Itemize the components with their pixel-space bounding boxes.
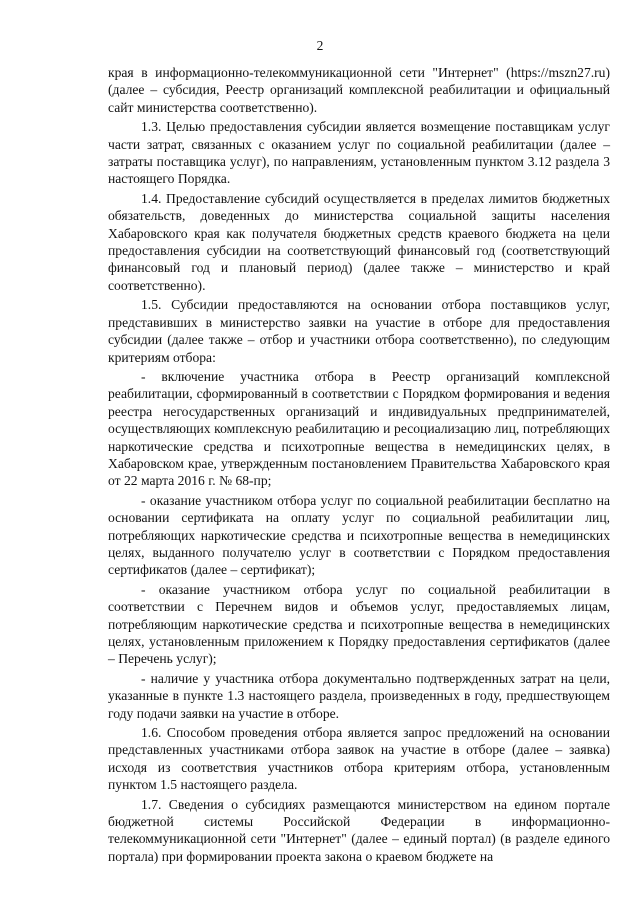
criterion-certificate: - оказание участником отбора услуг по социальной реабилитации бесплатно на основании сертификата на оплату услуг по социальной реабилитации лиц, потребляющих наркотические средства и психотропные вещества в немедицинских целях, выданного получателю услуг в соответствии с Порядком предоставления сертификатов (далее – сертификат); <box>108 492 610 578</box>
paragraph-1-3: 1.3. Целью предоставления субсидии является возмещение поставщикам услуг части затрат, связанных с оказанием услуг по социальной реабилитации (далее – затраты поставщика услуг), по направлениям, установленным пунктом 3.12 раздела 3 настоящего Порядка. <box>108 119 610 187</box>
paragraph-intro-continuation: края в информационно-телекоммуникационной сети "Интернет" (https://mszn27.ru) (далее – субсидия, Реестр организаций комплексной реабилитации и официальный сайт министерства соответственно). <box>108 65 610 115</box>
paragraph-1-6: 1.6. Способом проведения отбора является запрос предложений на основании представленных участниками отбора заявок на участие в отборе (далее – заявка) исходя из соответствия участников отбора критериям отбора, установленным пунктом 1.5 настоящего раздела. <box>108 725 610 793</box>
criterion-services-list: - оказание участником отбора услуг по социальной реабилитации в соответствии с Перечнем видов и объемов услуг, предоставляемых лицам, потребляющим наркотические средства и психотропные вещества в немедицинских целях, установленным приложением к Порядку предоставления сертификатов (далее – Перечень услуг); <box>108 581 610 667</box>
paragraph-1-4: 1.4. Предоставление субсидий осуществляется в пределах лимитов бюджетных обязательств, доведенных до министерства социальной защиты населения Хабаровского края как получателя бюджетных средств краевого бюджета на цели предоставления субсидии на соответствующий финансовый год (соответствующий финансовый год и плановый период) (далее также – министерство и край соответственно). <box>108 190 610 293</box>
paragraph-1-5: 1.5. Субсидии предоставляются на основании отбора поставщиков услуг, представивших в министерство заявки на участие в отборе для предоставления субсидии (далее также – отбор и участники отбора соответственно), по следующим критериям отбора: <box>108 297 610 365</box>
criterion-registry: - включение участника отбора в Реестр организаций комплексной реабилитации, сформированный в соответствии с Порядком формирования и ведения реестра негосударственных организаций и индивидуальных предпринимателей, осуществляющих комплексную реабилитацию и ресоциализацию лиц, потребляющих наркотические средства и психотропные вещества в немедицинских целях, в Хабаровском крае, утвержденным постановлением Правительства Хабаровского края от 22 марта 2016 г. № 68-пр; <box>108 368 610 489</box>
page-number: 2 <box>316 38 324 53</box>
criterion-costs: - наличие у участника отбора документально подтвержденных затрат на цели, указанные в пункте 1.3 настоящего раздела, произведенных в году, предшествующем году подачи заявки на участие в отборе. <box>108 670 610 721</box>
paragraph-1-7: 1.7. Сведения о субсидиях размещаются министерством на едином портале бюджетной системы Российской Федерации в информационно-телекоммуникационной сети "Интернет" (далее – единый портал) (в разделе единого портала) при формировании проекта закона о краевом бюджете на <box>108 796 610 864</box>
document-body <box>108 64 610 865</box>
